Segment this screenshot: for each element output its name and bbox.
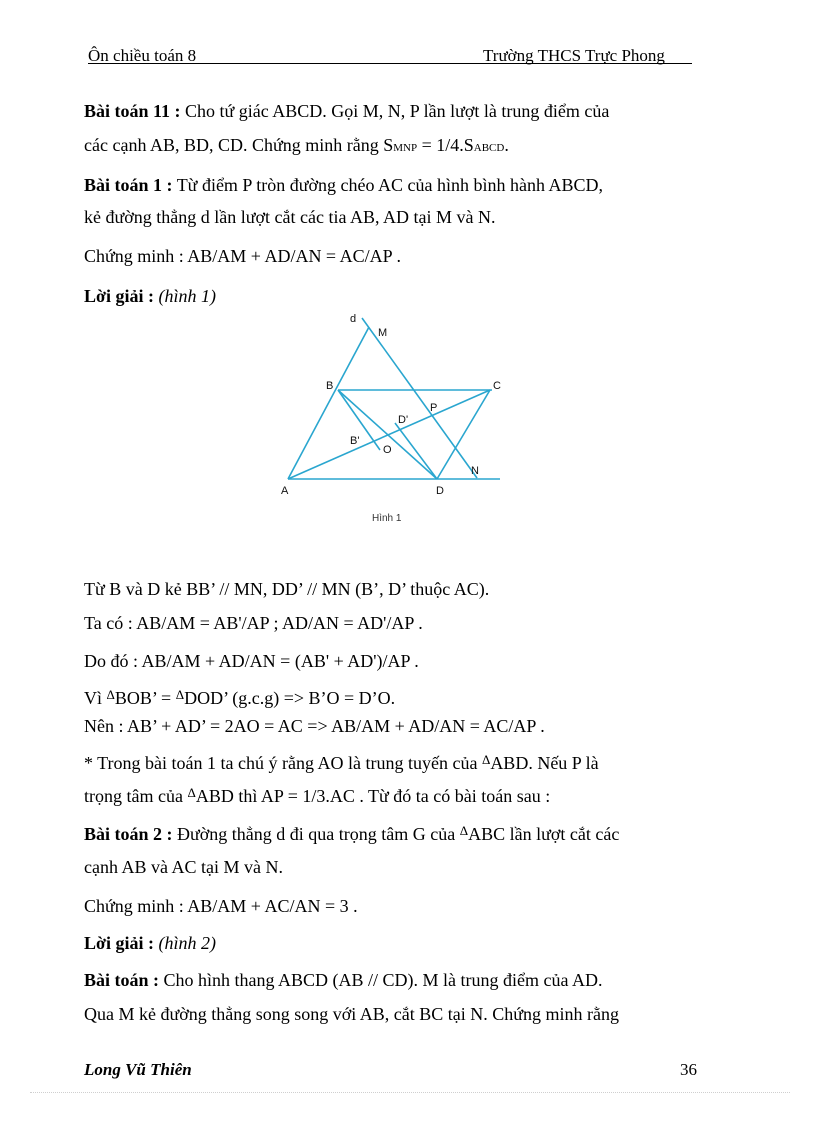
figure-1 xyxy=(270,308,510,508)
problem-11-label: Bài toán 11 : xyxy=(84,101,181,121)
line-d xyxy=(362,318,477,478)
solution-step-1: Từ B và D kẻ BB’ // MN, DD’ // MN (B’, D’ thuộc AC). xyxy=(84,579,490,599)
solution-step-5: Nên : AB’ + AD’ = 2AO = AC => AB/AM + AD/AN = AC/AP . xyxy=(84,716,545,736)
footer-author: Long Vũ Thiên xyxy=(84,1060,192,1079)
remark-a: * Trong bài toán 1 ta chú ý rằng AO là trung tuyến của xyxy=(84,753,482,773)
prove-statement-1: Chứng minh : AB/AM + AD/AN = AC/AP . xyxy=(84,246,401,266)
figure-labels xyxy=(281,313,501,497)
figure-ref: (hình 2) xyxy=(153,933,216,953)
header-right: Trường THCS Trực Phong xyxy=(483,46,665,65)
triangle-symbol: Δ xyxy=(175,687,185,702)
problem-11-text2b: = 1/4.S xyxy=(417,135,474,155)
prove-statement-2: Chứng minh : AB/AM + AC/AN = 3 . xyxy=(84,896,358,916)
problem-1-text1: Từ điểm P tròn đường chéo AC của hình bình hành ABCD, xyxy=(172,175,604,195)
solution-1-heading xyxy=(84,285,216,307)
segment-ddp xyxy=(395,423,437,479)
step4-b: BOB’ = xyxy=(114,688,176,708)
figure-ref: (hình 1) xyxy=(153,286,216,306)
solution-2-heading xyxy=(84,932,216,954)
label-n: N xyxy=(471,465,479,477)
subscript-mnp: MNP xyxy=(393,142,418,154)
label-o: O xyxy=(383,444,392,456)
problem-2-b: ABC lần lượt cắt các xyxy=(468,824,620,844)
solution-step-4 xyxy=(84,687,395,711)
problem-2-a: Đường thẳng d đi qua trọng tâm G của xyxy=(172,824,460,844)
problem-11-text2a: các cạnh AB, BD, CD. Chứng minh rằng S xyxy=(84,135,394,155)
label-d-vertex: D xyxy=(436,485,444,497)
problem-11-text1: Cho tứ giác ABCD. Gọi M, N, P lần lượt là trung điểm của xyxy=(180,101,610,121)
figure-lines xyxy=(288,318,500,479)
step4-a: Vì xyxy=(84,688,107,708)
label-p: P xyxy=(430,402,438,414)
triangle-symbol: Δ xyxy=(106,687,115,702)
subscript-abcd: ABCD xyxy=(473,142,505,154)
problem-11-line1 xyxy=(84,100,609,122)
triangle-symbol: Δ xyxy=(481,752,491,767)
problem-2-line2: cạnh AB và AC tại M và N. xyxy=(84,857,283,877)
problem-3-line2: Qua M kẻ đường thẳng song song với AB, cắt BC tại N. Chứng minh rằng xyxy=(84,1004,620,1024)
header-rule xyxy=(88,63,692,64)
remark-c: trọng tâm của xyxy=(84,786,188,806)
problem-3-line1 xyxy=(84,969,603,991)
page-edge-dots xyxy=(30,1092,790,1093)
problem-3-label: Bài toán : xyxy=(84,970,160,990)
solution-step-3: Do đó : AB/AM + AD/AN = (AB' + AD')/AP . xyxy=(84,651,419,671)
solution-label: Lời giải : xyxy=(84,286,154,306)
problem-11-text2c: . xyxy=(504,135,509,155)
header-left: Ôn chiều toán 8 xyxy=(88,46,197,65)
segment-ab xyxy=(288,327,369,479)
page-number: 36 xyxy=(680,1060,697,1079)
problem-3-text1: Cho hình thang ABCD (AB // CD). M là trung điểm của AD. xyxy=(159,970,603,990)
label-c: C xyxy=(493,380,501,392)
step4-c: DOD’ (g.c.g) => B’O = D’O. xyxy=(184,688,396,708)
problem-2-label: Bài toán 2 : xyxy=(84,824,173,844)
solution-label: Lời giải : xyxy=(84,933,154,953)
remark-d: ABD thì AP = 1/3.AC . Từ đó ta có bài toán sau : xyxy=(195,786,551,806)
problem-1-line1 xyxy=(84,174,603,196)
remark-line2 xyxy=(84,785,550,809)
problem-2-line1 xyxy=(84,823,619,847)
label-b: B xyxy=(326,380,334,392)
label-m: M xyxy=(378,327,388,339)
problem-1-line2: kẻ đường thẳng d lần lượt cắt các tia AB, AD tại M và N. xyxy=(84,207,496,227)
remark-line1 xyxy=(84,752,599,776)
label-d: d xyxy=(350,313,357,325)
label-b-prime: B' xyxy=(350,435,360,447)
problem-1-label: Bài toán 1 : xyxy=(84,175,173,195)
triangle-symbol: Δ xyxy=(459,823,469,838)
label-a: A xyxy=(281,485,289,497)
figure-caption: Hình 1 xyxy=(372,513,402,524)
triangle-symbol: Δ xyxy=(187,785,196,800)
problem-11-line2 xyxy=(84,134,509,159)
remark-b: ABD. Nếu P là xyxy=(490,753,599,773)
solution-step-2: Ta có : AB/AM = AB'/AP ; AD/AN = AD'/AP . xyxy=(84,613,423,633)
diagonal-ac xyxy=(288,390,490,479)
label-d-prime: D' xyxy=(398,414,409,426)
